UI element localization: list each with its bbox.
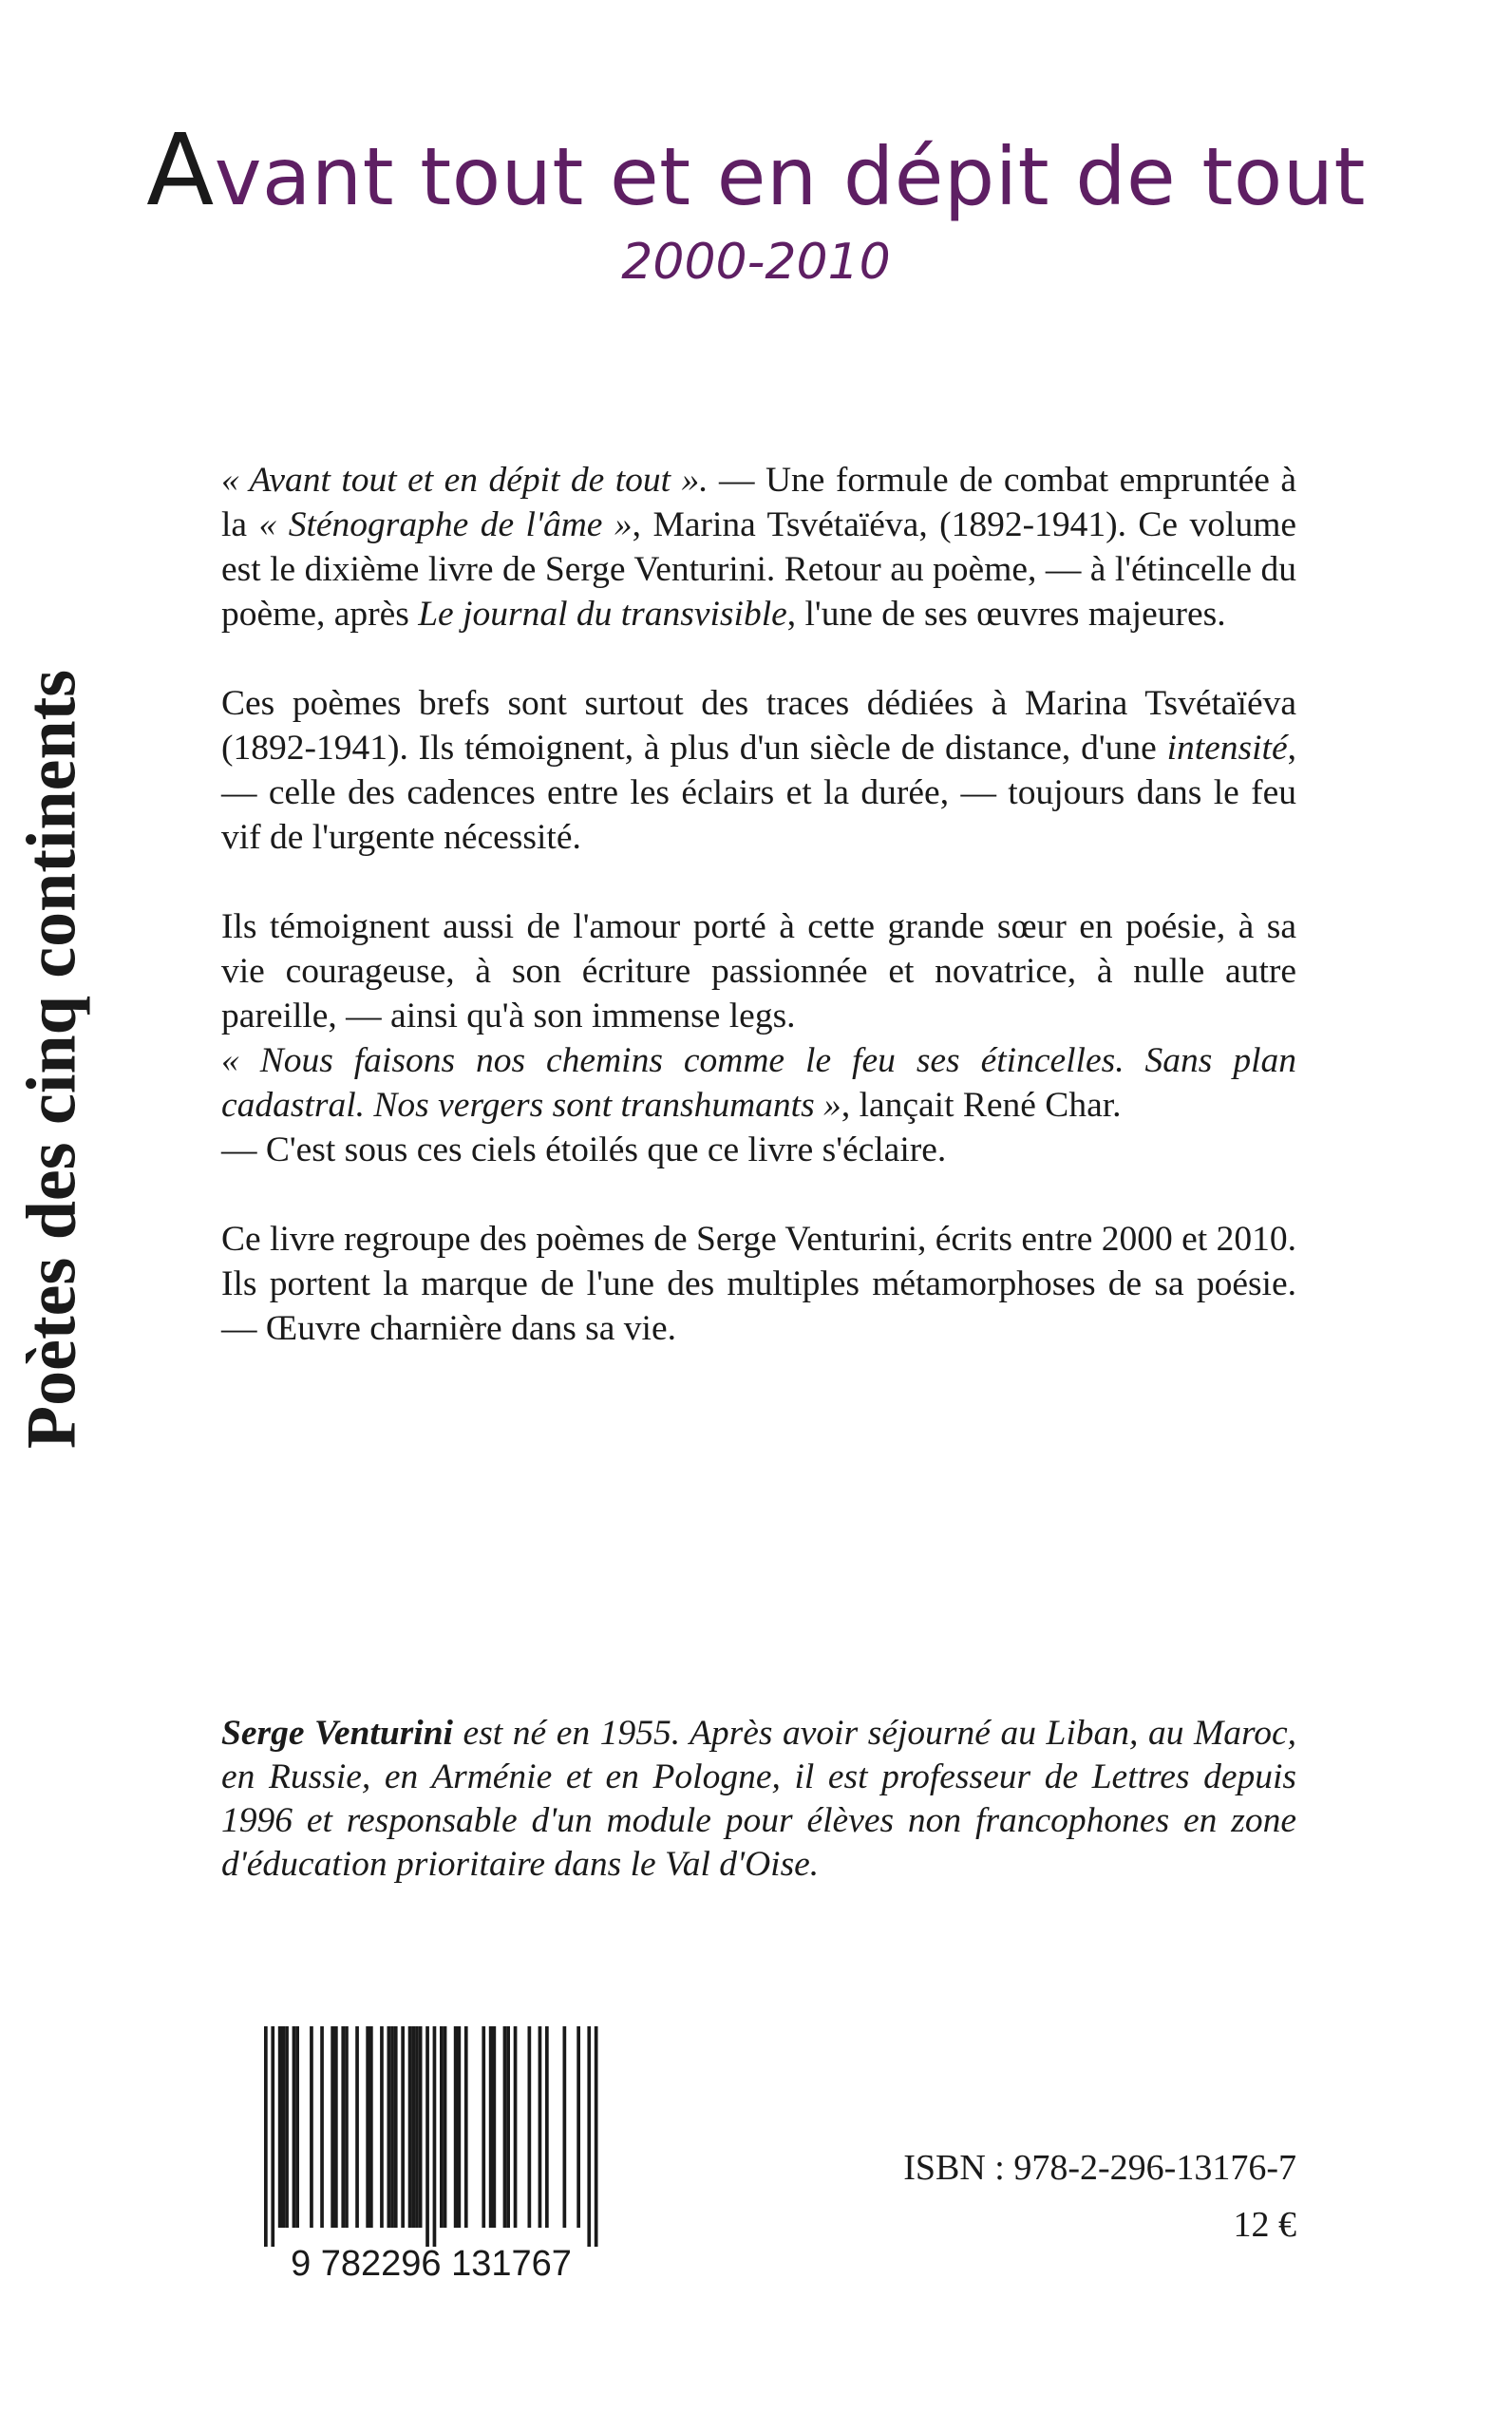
- barcode-bar: [503, 2026, 507, 2228]
- barcode-bar: [440, 2026, 444, 2228]
- barcode-digits: 9 782296 131767: [291, 2244, 572, 2283]
- barcode-bar: [576, 2026, 580, 2228]
- isbn: ISBN : 978-2-296-13176-7: [903, 2148, 1296, 2188]
- barcode-bar: [310, 2026, 313, 2228]
- barcode-bar: [401, 2026, 405, 2228]
- book-title: [0, 112, 1512, 228]
- barcode-bars: [264, 2026, 598, 2247]
- barcode-bar: [278, 2026, 282, 2228]
- barcode-bar: [366, 2026, 369, 2228]
- barcode-bar: [595, 2026, 598, 2247]
- barcode-bar: [345, 2026, 349, 2228]
- barcode-bar: [334, 2026, 338, 2228]
- author-bio: Serge Venturini est né en 1955. Après avoir séjourné au Liban, au Maroc, en Russie, en Arménie et en Pologne, il est professeur de Lettres depuis 1996 et responsable d'un module pour élèves non francophones en zone d'éducation prioritaire dans le Val d'Oise.: [221, 1714, 1297, 1884]
- barcode-bar: [458, 2026, 462, 2228]
- barcode-bar: [489, 2026, 493, 2228]
- barcode-bar: [264, 2026, 268, 2247]
- barcode-bar: [454, 2026, 458, 2228]
- barcode-bar: [271, 2026, 274, 2247]
- author-name: Serge Venturini: [221, 1714, 453, 1753]
- barcode-bar: [293, 2026, 296, 2228]
- barcode-bar: [295, 2026, 299, 2228]
- barcode-bar: [394, 2026, 398, 2228]
- barcode-bar: [433, 2026, 437, 2247]
- barcode-bar: [387, 2026, 391, 2228]
- barcode-bar: [493, 2026, 497, 2228]
- back-cover-description: [221, 458, 1296, 1396]
- barcode-bar: [545, 2026, 549, 2228]
- barcode-bar: [506, 2026, 510, 2228]
- barcode-bar: [415, 2026, 419, 2228]
- paragraph-1: « Avant tout et en dépit de tout ». — Une formule de combat empruntée à la « Sténographe de l'âme », Marina Tsvétaïéva, (1892-1941). Ce volume est le dixième livre de Serge Venturini. Retour au poème, — à l'étincelle du poème, après Le journal du transvisible, l'une de ses œuvres majeures.: [221, 461, 1297, 634]
- barcode: [245, 2026, 617, 2283]
- barcode-bar: [341, 2026, 345, 2228]
- barcode-bar: [355, 2026, 359, 2228]
- barcode-bar: [411, 2026, 415, 2228]
- price: 12 €: [1233, 2205, 1296, 2245]
- title-rest: vant tout et en dépit de tout: [214, 130, 1366, 223]
- paragraph-2: Ces poèmes brefs sont surtout des traces dédiées à Marina Tsvétaïéva (1892-1941). Ils témoignent, à plus d'un siècle de distance, d'une intensité, — celle des cadences entre les éclairs et la durée, — toujours dans le feu vif de l'urgente nécessité.: [221, 684, 1296, 857]
- barcode-bar: [282, 2026, 286, 2228]
- collection-name: Poètes des cinq continents: [12, 669, 91, 1450]
- barcode-bar: [285, 2026, 289, 2228]
- barcode-bar: [444, 2026, 447, 2228]
- barcode-bar: [587, 2026, 591, 2247]
- title-initial: A: [146, 112, 215, 228]
- barcode-bar: [528, 2026, 532, 2228]
- barcode-bar: [464, 2026, 468, 2228]
- barcode-bar: [425, 2026, 429, 2247]
- barcode-bar: [408, 2026, 412, 2228]
- book-years: 2000-2010: [621, 234, 891, 291]
- barcode-bar: [331, 2026, 334, 2228]
- barcode-bar: [320, 2026, 324, 2228]
- barcode-bar: [369, 2026, 373, 2228]
- paragraph-3: Ils témoignent aussi de l'amour porté à cette grande sœur en poésie, à sa vie courageuse, à son écriture passionnée et novatrice, à nulle autre pareille, — ainsi qu'à son immense legs. « Nous faisons nos chemins comme le feu ses étincelles. Sans plan cadastral. Nos vergers sont transhumants », lançait René Char. — C'est sous ces ciels étoilés que ce livre s'éclaire.: [221, 907, 1296, 1169]
- barcode-bar: [563, 2026, 567, 2228]
- barcode-bar: [419, 2026, 423, 2228]
- barcode-bar: [380, 2026, 384, 2228]
- barcode-bar: [514, 2026, 518, 2228]
- barcode-bar: [482, 2026, 485, 2228]
- barcode-bar: [539, 2026, 542, 2228]
- paragraph-4: Ce livre regroupe des poèmes de Serge Venturini, écrits entre 2000 et 2010. Ils portent la marque de l'une des multiples métamorphoses de sa poésie. — Œuvre charnière dans sa vie.: [221, 1220, 1296, 1348]
- barcode-bar: [390, 2026, 394, 2228]
